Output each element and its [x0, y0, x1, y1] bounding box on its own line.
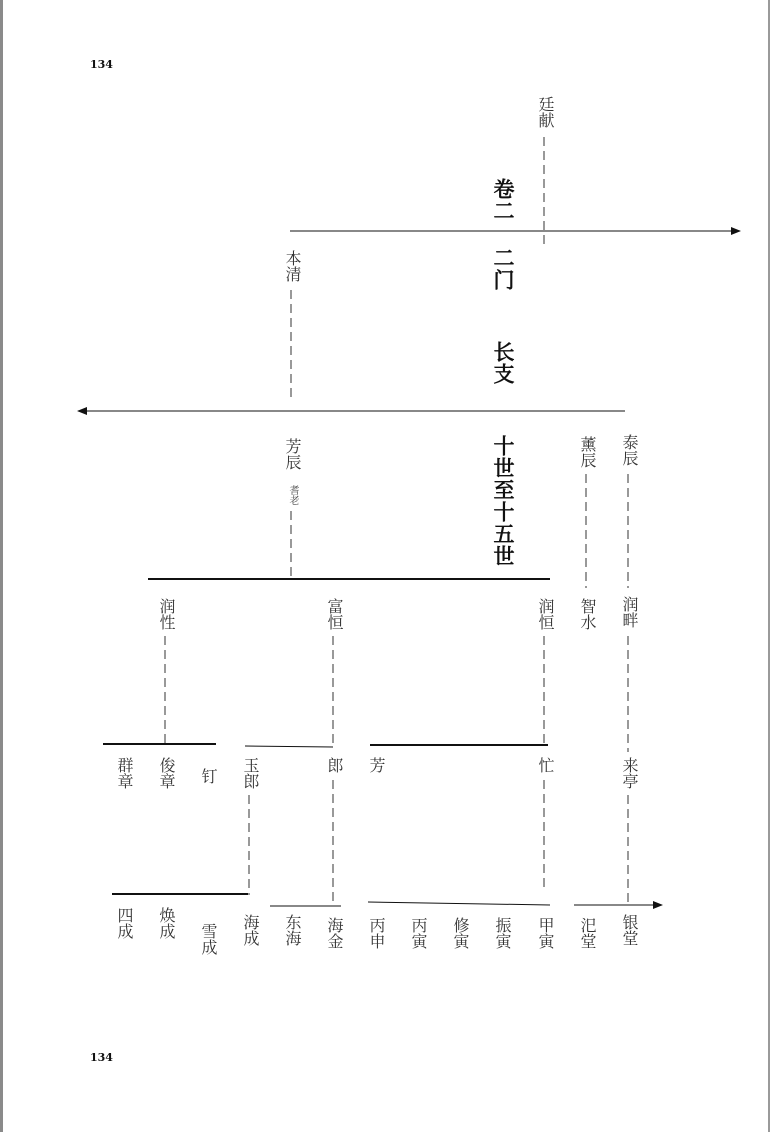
person-fangchen-note: 耆老 [287, 485, 298, 505]
person-sitang: 汜堂 [578, 917, 597, 949]
person-ding: 钉 [199, 768, 218, 784]
person-fuheng: 富恒 [325, 598, 344, 630]
page-title: 卷二 二门 长支 十世至十五世 [491, 178, 515, 567]
person-qunzhang: 群章 [115, 757, 134, 789]
person-mang: 忙 [536, 757, 555, 773]
person-yulang: 玉郎 [241, 757, 260, 789]
person-runxing: 润性 [157, 598, 176, 630]
person-fangchen: 芳辰 [283, 438, 302, 470]
person-taichen: 泰辰 [620, 434, 639, 466]
person-zhenyin: 振寅 [493, 917, 512, 949]
bar-mang-children [368, 902, 550, 905]
person-runheng: 润恒 [536, 598, 555, 630]
person-xunchen: 薰辰 [578, 436, 597, 468]
person-runpan: 润畔 [620, 596, 639, 628]
person-lang: 郎 [325, 757, 344, 773]
person-huancheng: 焕成 [157, 907, 176, 939]
person-jiayin: 甲寅 [536, 917, 555, 949]
person-zhishui: 智水 [578, 598, 597, 630]
person-haijin: 海金 [325, 917, 344, 949]
person-fang: 芳 [367, 757, 386, 773]
person-bingyin: 丙寅 [409, 917, 428, 949]
page-number-bottom: 134 [90, 1051, 113, 1064]
person-haicheng: 海成 [241, 914, 260, 946]
person-tingxian: 廷献 [536, 96, 555, 128]
person-donghai: 东海 [283, 914, 302, 946]
person-benqing: 本清 [283, 250, 302, 282]
person-xiuyin: 修寅 [451, 917, 470, 949]
bar-fuheng-children [245, 746, 333, 747]
person-laiting: 来亭 [620, 757, 639, 789]
person-bingshen: 丙申 [367, 917, 386, 949]
person-sicheng: 四成 [115, 907, 134, 939]
person-xuecheng: 雪成 [199, 923, 218, 955]
page-number-top: 134 [90, 58, 113, 71]
person-junzhang: 俊章 [157, 757, 176, 789]
person-yintang: 银堂 [620, 914, 639, 946]
